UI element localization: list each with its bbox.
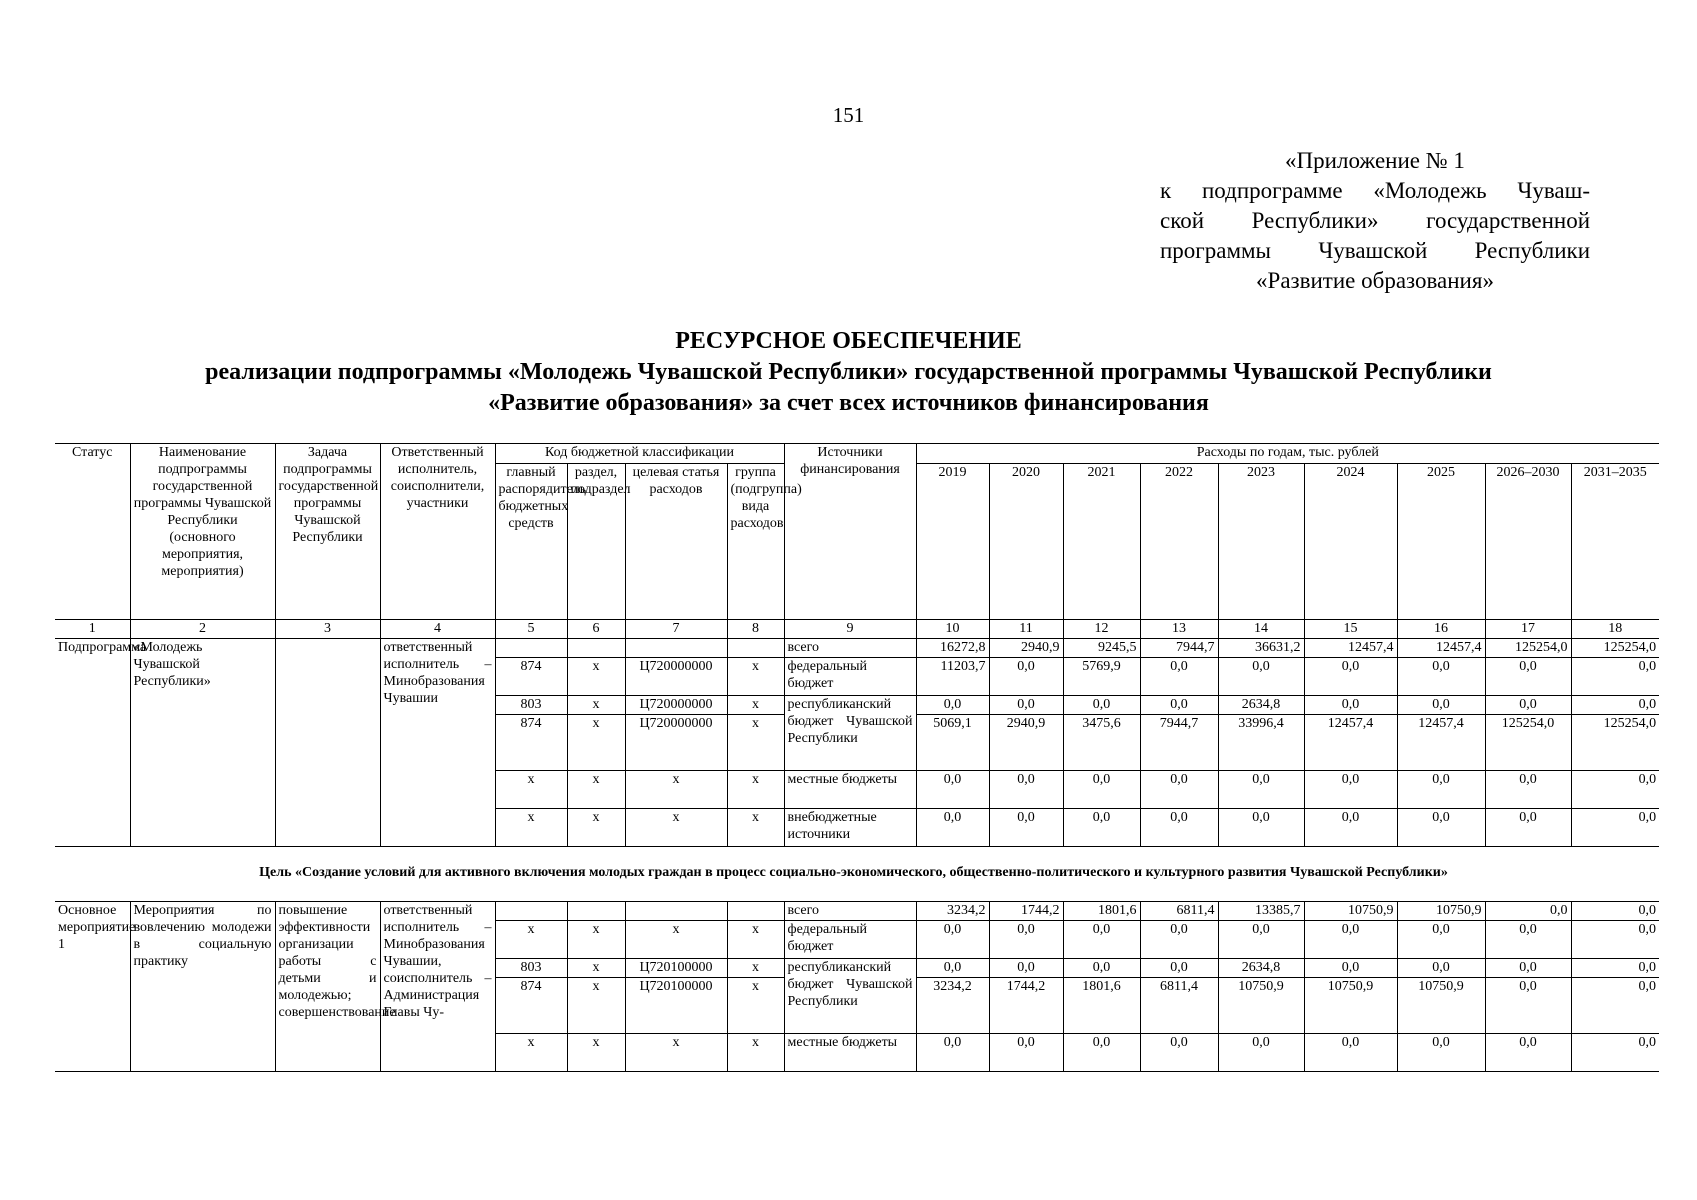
value-cell: 36631,2 [1218, 639, 1304, 658]
header-year: 2020 [989, 464, 1063, 620]
row-responsible: ответственный исполнитель – Минобразования Чувашии, соисполнитель – Администрация Главы Чу- [380, 902, 495, 1072]
value-cell: 0,0 [989, 696, 1063, 715]
row-responsible: ответственный исполнитель – Минобразования Чувашии [380, 639, 495, 847]
column-number: 1 [55, 620, 130, 639]
value-cell: 12457,4 [1397, 639, 1485, 658]
kbk-main: x [495, 921, 567, 959]
header-kbk-group: группа (подгруппа) вида расходов [727, 464, 784, 620]
document-title [0, 326, 1697, 419]
appendix-line-2: к подпрограмме «Молодежь Чуваш- [1160, 178, 1590, 203]
value-cell: 125254,0 [1485, 639, 1571, 658]
appendix-line-5: «Развитие образования» [1256, 268, 1494, 293]
column-number: 11 [989, 620, 1063, 639]
value-cell: 0,0 [1140, 959, 1218, 978]
value-cell: 0,0 [1571, 959, 1659, 978]
value-cell: 0,0 [989, 771, 1063, 809]
kbk-main: x [495, 1034, 567, 1072]
value-cell: 5769,9 [1063, 658, 1140, 696]
kbk-main [495, 902, 567, 921]
value-cell: 1801,6 [1063, 978, 1140, 1034]
value-cell: 1744,2 [989, 902, 1063, 921]
kbk-target: x [625, 921, 727, 959]
header-year: 2023 [1218, 464, 1304, 620]
kbk-section: x [567, 715, 625, 771]
resource-table [55, 443, 1659, 847]
kbk-main: 874 [495, 978, 567, 1034]
value-cell: 0,0 [916, 959, 989, 978]
header-task: Задача подпрограммы государственной программы Чувашской Республики [275, 444, 380, 620]
kbk-section: x [567, 978, 625, 1034]
kbk-section: x [567, 696, 625, 715]
kbk-section: x [567, 658, 625, 696]
value-cell: 0,0 [1140, 658, 1218, 696]
title-line-2: реализации подпрограммы «Молодежь Чувашской Республики» государственной программы Чувашской Республики [205, 359, 1492, 385]
column-number: 2 [130, 620, 275, 639]
value-cell: 0,0 [1304, 658, 1397, 696]
kbk-target: x [625, 771, 727, 809]
value-cell: 2940,9 [989, 639, 1063, 658]
value-cell: 0,0 [1304, 959, 1397, 978]
value-cell: 0,0 [1397, 921, 1485, 959]
value-cell: 0,0 [989, 809, 1063, 847]
value-cell: 2940,9 [989, 715, 1063, 771]
kbk-target: x [625, 1034, 727, 1072]
value-cell: 6811,4 [1140, 978, 1218, 1034]
title-line-3: «Развитие образования» за счет всех источников финансирования [488, 390, 1209, 416]
value-cell: 0,0 [1218, 921, 1304, 959]
kbk-target [625, 902, 727, 921]
kbk-target: Ц720000000 [625, 715, 727, 771]
value-cell: 0,0 [916, 1034, 989, 1072]
kbk-group: x [727, 959, 784, 978]
goal-heading: Цель «Создание условий для активного включения молодых граждан в процесс социально-экономического, общественно-политического и культурного развития Чувашской Республики» [259, 865, 1448, 880]
row-task: повышение эффективности организации работы с детьми и молодежью; совершенствование [275, 902, 380, 1072]
header-year: 2019 [916, 464, 989, 620]
appendix-line-3: ской Республики» государственной [1160, 208, 1590, 233]
value-cell: 0,0 [1063, 1034, 1140, 1072]
row-name: Мероприятия по вовлечению молодежи в социальную практику [130, 902, 275, 1072]
value-cell: 0,0 [1063, 921, 1140, 959]
value-cell: 1801,6 [1063, 902, 1140, 921]
value-cell: 12457,4 [1304, 639, 1397, 658]
column-number: 12 [1063, 620, 1140, 639]
source-label: всего [784, 902, 916, 921]
value-cell: 2634,8 [1218, 696, 1304, 715]
value-cell: 0,0 [1304, 809, 1397, 847]
column-number: 9 [784, 620, 916, 639]
value-cell: 0,0 [1397, 696, 1485, 715]
value-cell: 0,0 [1063, 959, 1140, 978]
value-cell: 125254,0 [1571, 715, 1659, 771]
value-cell: 0,0 [989, 658, 1063, 696]
page-number: 151 [832, 103, 865, 127]
value-cell: 0,0 [1485, 921, 1571, 959]
kbk-target: x [625, 809, 727, 847]
header-status: Статус [55, 444, 130, 620]
row-task [275, 639, 380, 847]
column-number: 8 [727, 620, 784, 639]
activity-table [55, 901, 1659, 1072]
kbk-section: x [567, 1034, 625, 1072]
value-cell: 7944,7 [1140, 715, 1218, 771]
value-cell: 10750,9 [1397, 902, 1485, 921]
kbk-main: 803 [495, 959, 567, 978]
header-year: 2031–2035 [1571, 464, 1659, 620]
kbk-group: x [727, 715, 784, 771]
source-label: всего [784, 639, 916, 658]
title-line-1: РЕСУРСНОЕ ОБЕСПЕЧЕНИЕ [675, 328, 1022, 354]
value-cell: 0,0 [1485, 771, 1571, 809]
kbk-group: x [727, 809, 784, 847]
value-cell: 0,0 [1218, 771, 1304, 809]
value-cell: 0,0 [1571, 809, 1659, 847]
column-number: 14 [1218, 620, 1304, 639]
table-row [55, 902, 1659, 921]
value-cell: 0,0 [1140, 771, 1218, 809]
value-cell: 0,0 [916, 771, 989, 809]
value-cell: 0,0 [1397, 809, 1485, 847]
value-cell: 0,0 [1485, 696, 1571, 715]
column-number: 4 [380, 620, 495, 639]
value-cell: 0,0 [1571, 771, 1659, 809]
kbk-target: Ц720100000 [625, 978, 727, 1034]
value-cell: 3234,2 [916, 978, 989, 1034]
source-label: республиканский бюджет Чувашской Республики [784, 959, 916, 1034]
column-number: 16 [1397, 620, 1485, 639]
kbk-section [567, 639, 625, 658]
column-number: 7 [625, 620, 727, 639]
value-cell: 10750,9 [1304, 978, 1397, 1034]
value-cell: 0,0 [1140, 1034, 1218, 1072]
source-label: местные бюджеты [784, 1034, 916, 1072]
value-cell: 10750,9 [1218, 978, 1304, 1034]
value-cell: 0,0 [1571, 658, 1659, 696]
column-number: 10 [916, 620, 989, 639]
source-label: федеральный бюджет [784, 658, 916, 696]
value-cell: 33996,4 [1218, 715, 1304, 771]
header-kbk-section: раздел, подраздел [567, 464, 625, 620]
kbk-section: x [567, 921, 625, 959]
value-cell: 0,0 [1571, 902, 1659, 921]
column-number: 6 [567, 620, 625, 639]
source-label: федеральный бюджет [784, 921, 916, 959]
value-cell: 0,0 [1063, 809, 1140, 847]
header-year: 2021 [1063, 464, 1140, 620]
appendix-line-1: «Приложение № 1 [1285, 148, 1465, 173]
value-cell: 7944,7 [1140, 639, 1218, 658]
value-cell: 0,0 [1485, 658, 1571, 696]
value-cell: 12457,4 [1304, 715, 1397, 771]
value-cell: 0,0 [1397, 959, 1485, 978]
header-kbk-main: главный распорядитель бюджетных средств [495, 464, 567, 620]
kbk-target [625, 639, 727, 658]
value-cell: 0,0 [1304, 696, 1397, 715]
value-cell: 13385,7 [1218, 902, 1304, 921]
source-label: местные бюджеты [784, 771, 916, 809]
kbk-main: 874 [495, 715, 567, 771]
value-cell: 0,0 [1304, 771, 1397, 809]
header-sources: Источники финансирования [784, 444, 916, 620]
header-year: 2022 [1140, 464, 1218, 620]
kbk-target: Ц720000000 [625, 696, 727, 715]
kbk-main: x [495, 771, 567, 809]
value-cell: 2634,8 [1218, 959, 1304, 978]
value-cell: 0,0 [1218, 658, 1304, 696]
value-cell: 125254,0 [1571, 639, 1659, 658]
appendix-note [1160, 146, 1590, 296]
value-cell: 0,0 [1571, 978, 1659, 1034]
kbk-section [567, 902, 625, 921]
value-cell: 0,0 [1140, 921, 1218, 959]
column-number: 18 [1571, 620, 1659, 639]
row-name: «Молодежь Чувашской Республики» [130, 639, 275, 847]
header-kbk-target: целевая статья расходов [625, 464, 727, 620]
source-label: республиканский бюджет Чувашской Республики [784, 696, 916, 771]
value-cell: 0,0 [1140, 809, 1218, 847]
kbk-group: x [727, 1034, 784, 1072]
column-number-row [55, 620, 1659, 639]
value-cell: 0,0 [1304, 1034, 1397, 1072]
value-cell: 9245,5 [1063, 639, 1140, 658]
value-cell: 0,0 [1304, 921, 1397, 959]
appendix-line-4: программы Чувашской Республики [1160, 238, 1590, 263]
value-cell: 125254,0 [1485, 715, 1571, 771]
column-number: 17 [1485, 620, 1571, 639]
kbk-target: Ц720000000 [625, 658, 727, 696]
kbk-main: 874 [495, 658, 567, 696]
value-cell: 0,0 [989, 921, 1063, 959]
header-year: 2025 [1397, 464, 1485, 620]
kbk-section: x [567, 959, 625, 978]
kbk-target: Ц720100000 [625, 959, 727, 978]
value-cell: 0,0 [1571, 696, 1659, 715]
value-cell: 6811,4 [1140, 902, 1218, 921]
kbk-group [727, 902, 784, 921]
value-cell: 0,0 [1063, 771, 1140, 809]
value-cell: 0,0 [1485, 959, 1571, 978]
value-cell: 0,0 [1571, 921, 1659, 959]
value-cell: 0,0 [1397, 1034, 1485, 1072]
value-cell: 0,0 [1397, 771, 1485, 809]
kbk-group: x [727, 921, 784, 959]
value-cell: 10750,9 [1304, 902, 1397, 921]
source-label: внебюджетные источники [784, 809, 916, 847]
value-cell: 11203,7 [916, 658, 989, 696]
value-cell: 12457,4 [1397, 715, 1485, 771]
value-cell: 0,0 [1485, 1034, 1571, 1072]
kbk-group: x [727, 696, 784, 715]
value-cell: 0,0 [989, 959, 1063, 978]
kbk-group: x [727, 771, 784, 809]
value-cell: 10750,9 [1397, 978, 1485, 1034]
kbk-main [495, 639, 567, 658]
value-cell: 0,0 [989, 1034, 1063, 1072]
header-responsible: Ответственный исполнитель, соисполнители, участники [380, 444, 495, 620]
kbk-section: x [567, 771, 625, 809]
value-cell: 0,0 [916, 809, 989, 847]
row-status: Основное мероприятие 1 [55, 902, 130, 1072]
value-cell: 0,0 [916, 921, 989, 959]
value-cell: 5069,1 [916, 715, 989, 771]
value-cell: 0,0 [1218, 809, 1304, 847]
header-year: 2026–2030 [1485, 464, 1571, 620]
value-cell: 0,0 [1140, 696, 1218, 715]
kbk-group [727, 639, 784, 658]
row-status: Подпрограмма [55, 639, 130, 847]
value-cell: 0,0 [1218, 1034, 1304, 1072]
column-number: 3 [275, 620, 380, 639]
kbk-main: 803 [495, 696, 567, 715]
column-number: 13 [1140, 620, 1218, 639]
kbk-group: x [727, 978, 784, 1034]
value-cell: 0,0 [1063, 696, 1140, 715]
value-cell: 0,0 [1397, 658, 1485, 696]
value-cell: 0,0 [1485, 809, 1571, 847]
value-cell: 0,0 [1485, 978, 1571, 1034]
header-year: 2024 [1304, 464, 1397, 620]
column-number: 5 [495, 620, 567, 639]
column-number: 15 [1304, 620, 1397, 639]
header-expenses: Расходы по годам, тыс. рублей [916, 444, 1659, 464]
value-cell: 3475,6 [1063, 715, 1140, 771]
kbk-group: x [727, 658, 784, 696]
value-cell: 1744,2 [989, 978, 1063, 1034]
header-name: Наименование подпрограммы государственной программы Чувашской Республики (основного мероприятия, мероприятия) [130, 444, 275, 620]
table-row [55, 639, 1659, 658]
value-cell: 0,0 [1571, 1034, 1659, 1072]
kbk-main: x [495, 809, 567, 847]
value-cell: 16272,8 [916, 639, 989, 658]
value-cell: 0,0 [916, 696, 989, 715]
value-cell: 3234,2 [916, 902, 989, 921]
value-cell: 0,0 [1485, 902, 1571, 921]
header-kbk: Код бюджетной классификации [495, 444, 784, 464]
kbk-section: x [567, 809, 625, 847]
